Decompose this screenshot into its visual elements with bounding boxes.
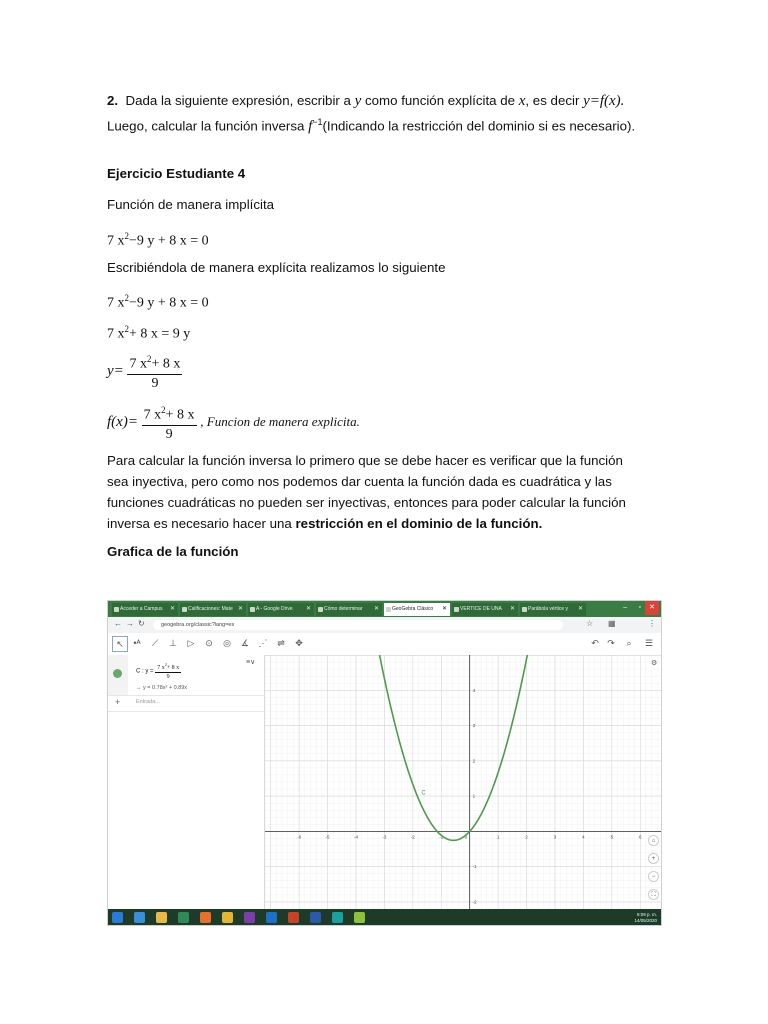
eq1-b: −9 y + 8 x = 0 [129, 233, 209, 249]
point-tool-icon[interactable]: •ᴬ [133, 638, 141, 648]
tab-favicon-icon [114, 607, 119, 612]
y-tick-label: -1 [472, 864, 477, 870]
angle-tool-icon[interactable]: ∡ [240, 638, 250, 648]
geogebra-app-icon[interactable] [354, 912, 365, 923]
eq5-denominator: 9 [165, 426, 173, 442]
graph-heading: Grafica de la función [107, 544, 239, 559]
explicit-intro: Escribiéndola de manera explícita realizamos lo siguiente [107, 260, 446, 275]
var-y: y [354, 93, 362, 109]
eq5-lhs: f(x)= [107, 413, 138, 430]
powerpoint-icon[interactable] [288, 912, 299, 923]
algebra-row[interactable] [108, 655, 264, 696]
eq2-a: 7 x [107, 295, 125, 311]
windows-taskbar [108, 909, 662, 926]
add-icon[interactable]: + [115, 697, 121, 707]
algebra-denominator: 9 [166, 674, 170, 680]
algebra-numerator [155, 661, 181, 673]
x-tick-label: 2 [525, 834, 528, 840]
explanation-paragraph [107, 450, 647, 534]
tab-label: Acceder a Campus [120, 606, 163, 612]
equation-implicit [107, 226, 209, 252]
paragraph-bold: restricción en el dominio de la función. [295, 516, 543, 531]
algebra-fraction [155, 661, 181, 681]
browser-tab[interactable] [452, 603, 518, 616]
redo-icon[interactable]: ↷ [607, 638, 615, 648]
tab-favicon-icon [522, 607, 527, 612]
eq4-num-b: + 8 x [151, 356, 181, 372]
kebab-menu-icon[interactable]: ⋮ [648, 619, 656, 628]
eq5-note: , Funcion de manera explicita. [200, 413, 360, 429]
curve-label: C [421, 790, 426, 797]
eq4-fraction [127, 350, 182, 393]
hamburger-menu-icon[interactable]: ☰ [644, 638, 654, 648]
x-tick-label: -5 [325, 834, 330, 840]
tab-label: VERTICE DE UNA [460, 606, 502, 612]
x-tick-label: 1 [496, 834, 500, 840]
polygon-tool-icon[interactable]: ▷ [187, 638, 195, 648]
y-tick-label: 1 [472, 793, 476, 799]
clock-time: 8:09 p. m. [636, 912, 657, 917]
back-icon[interactable]: ← [114, 619, 122, 628]
eq5-num-a: 7 x [143, 407, 162, 423]
move-tool-icon[interactable]: ↖ [112, 636, 128, 652]
tab-favicon-icon [454, 607, 459, 612]
x-tick-label: -1 [439, 834, 444, 840]
input-bar[interactable] [108, 695, 264, 712]
perpendicular-tool-icon[interactable]: ⊥ [169, 638, 177, 648]
problem-text-a: Dada la siguiente expresión, escribir a [125, 93, 351, 108]
y-tick-label: 4 [472, 687, 476, 693]
problem-text-b: como función explícita de [365, 93, 516, 108]
algebra-label: C : y = [136, 668, 154, 675]
tab-label: Parábola vértice y [528, 606, 569, 612]
eq5-num-b: + 8 x [165, 407, 195, 423]
tab-close-icon[interactable]: ✕ [577, 606, 583, 612]
home-icon[interactable]: ⌂ [648, 835, 659, 846]
clock-date: 14/05/2020 [634, 918, 657, 923]
browser-tab[interactable] [112, 603, 178, 616]
graphics-settings-icon[interactable]: ⚙ [651, 660, 658, 667]
problem-text-e: (Indicando la restricción del dominio si es necesario). [322, 118, 636, 134]
problem-number: 2. [107, 93, 119, 108]
eq2-b: −9 y + 8 x = 0 [129, 295, 209, 311]
slider-tool-icon[interactable]: ⇌ [277, 638, 285, 648]
url-field[interactable]: geogebra.org/classic?lang=es [153, 620, 563, 630]
tab-label: Cómo determinar [324, 606, 363, 612]
edge-icon[interactable] [134, 912, 145, 923]
browser-tab[interactable] [180, 603, 246, 616]
algebra-result: → y = 0.78x² + 0.89x [136, 685, 188, 691]
system-clock[interactable] [634, 912, 657, 924]
x-tick-label: 4 [582, 834, 585, 840]
circle-tool-icon[interactable]: ⊙ [205, 638, 213, 648]
tab-close-icon[interactable]: ✕ [305, 606, 311, 612]
eq4-denominator: 9 [151, 375, 159, 391]
star-icon[interactable]: ☆ [586, 619, 594, 628]
eq4-num-exp: 2 [146, 354, 152, 364]
inverse-exponent: −1 [312, 117, 323, 127]
tab-favicon-icon [182, 607, 187, 612]
start-icon[interactable] [112, 912, 123, 923]
address-bar [108, 617, 662, 634]
y-tick-label: -2 [472, 899, 477, 905]
exercise-title: Ejercicio Estudiante 4 [107, 166, 246, 181]
eq5-fraction [142, 401, 197, 444]
store-icon[interactable] [178, 912, 189, 923]
inverse-symbol: f [308, 118, 313, 135]
tab-close-icon[interactable]: ✕ [237, 606, 243, 612]
var-x: x [518, 93, 526, 109]
func-notation: y=f(x). [583, 93, 625, 109]
reflect-tool-icon[interactable]: ⋰ [258, 638, 268, 648]
word-icon[interactable] [310, 912, 321, 923]
problem-statement [107, 90, 667, 137]
browser-tab-bar [108, 601, 662, 617]
search-icon[interactable]: ⌕ [626, 638, 632, 648]
zoom-out-icon[interactable]: − [648, 871, 659, 882]
eq3-exp: 2 [124, 324, 129, 334]
extension-icon[interactable]: ▦ [608, 619, 616, 628]
eq5-numerator [142, 401, 197, 426]
line-tool-icon[interactable]: ⟋ [151, 638, 159, 648]
fullscreen-icon[interactable]: ⛶ [648, 889, 659, 900]
conic-tool-icon[interactable]: ◎ [223, 638, 231, 648]
tab-favicon-icon [250, 607, 255, 612]
x-tick-label: 3 [553, 834, 557, 840]
algebra-num-a: 7 x [157, 665, 165, 671]
algebra-menu-icon[interactable]: ≡∨ [246, 659, 256, 666]
equation-step-1 [107, 288, 209, 314]
equation-explicit [107, 401, 360, 444]
x-tick-label: -2 [410, 834, 415, 840]
tab-close-icon[interactable]: ✕ [441, 606, 447, 612]
origin-label: 0 [464, 834, 468, 840]
equation-step-3 [107, 350, 182, 393]
eq3-b: + 8 x = 9 y [129, 326, 191, 342]
forward-icon[interactable]: → [126, 619, 134, 628]
x-tick-label: -4 [353, 834, 358, 840]
geogebra-screenshot [107, 600, 662, 926]
reload-icon[interactable]: ↻ [138, 619, 145, 628]
x-tick-label: -6 [297, 834, 302, 840]
algebra-num-exp: 2 [164, 662, 167, 667]
browser-tab[interactable] [316, 603, 382, 616]
onenote-icon[interactable] [244, 912, 255, 923]
visibility-toggle-icon[interactable] [113, 669, 122, 678]
firefox-icon[interactable] [200, 912, 211, 923]
x-tick-label: 6 [638, 834, 642, 840]
chrome-icon[interactable] [222, 912, 233, 923]
eq5-num-exp: 2 [161, 405, 166, 415]
undo-icon[interactable]: ↶ [591, 638, 599, 648]
eq4-num-a: 7 x [129, 356, 147, 372]
paragraph-text: Para calcular la función inversa lo primero que se debe hacer es verificar que la función sea inyectiva, pero como nos podemos dar cuenta la función dada es cuadrática y las funciones cuadráticas no pueden ser inyectivas, entonces para poder calcular la función inversa es necesario hacer una [107, 453, 626, 531]
move-view-tool-icon[interactable]: ✥ [295, 638, 303, 648]
outlook-icon[interactable] [266, 912, 277, 923]
eq3-a: 7 x [107, 326, 125, 342]
tab-favicon-icon [318, 607, 323, 612]
close-window-icon[interactable]: ✕ [645, 601, 659, 615]
file-explorer-icon[interactable] [156, 912, 167, 923]
x-tick-label: -3 [382, 834, 387, 840]
browser-tab[interactable] [384, 603, 450, 616]
edge-new-icon[interactable] [332, 912, 343, 923]
input-placeholder: Entrada... [136, 699, 160, 705]
minimize-icon[interactable]: – [623, 604, 627, 611]
browser-tab[interactable] [520, 603, 586, 616]
eq1-a: 7 x [107, 233, 125, 249]
tab-label: A - Google Drive [256, 606, 293, 612]
tab-close-icon[interactable]: ✕ [169, 606, 175, 612]
implicit-label: Función de manera implícita [107, 197, 275, 212]
geogebra-toolbar [108, 633, 662, 656]
tab-close-icon[interactable]: ✕ [509, 606, 515, 612]
eq4-numerator [127, 350, 182, 375]
y-tick-label: 3 [472, 723, 476, 729]
zoom-in-icon[interactable]: + [648, 853, 659, 864]
maximize-icon[interactable]: ▫ [638, 604, 641, 611]
problem-text-d: Luego, calcular la función inversa [107, 118, 305, 134]
tab-label: GeoGebra Clásico [392, 606, 434, 612]
equation-step-2 [107, 319, 190, 345]
eq1-exp: 2 [124, 231, 129, 241]
y-tick-label: 2 [472, 758, 476, 764]
algebra-view [108, 655, 265, 909]
browser-tab[interactable] [248, 603, 314, 616]
eq2-exp: 2 [124, 293, 129, 303]
curve-c [376, 655, 530, 840]
tab-label: Calificaciones: Mate [188, 606, 233, 612]
algebra-expression [136, 661, 181, 681]
problem-text-c: , es decir [525, 93, 580, 108]
x-tick-label: 5 [610, 834, 614, 840]
graphics-view[interactable] [265, 655, 662, 909]
tab-favicon-icon [386, 607, 391, 612]
eq4-lhs: y= [107, 362, 124, 379]
tab-close-icon[interactable]: ✕ [373, 606, 379, 612]
algebra-num-b: + 8 x [166, 665, 180, 671]
